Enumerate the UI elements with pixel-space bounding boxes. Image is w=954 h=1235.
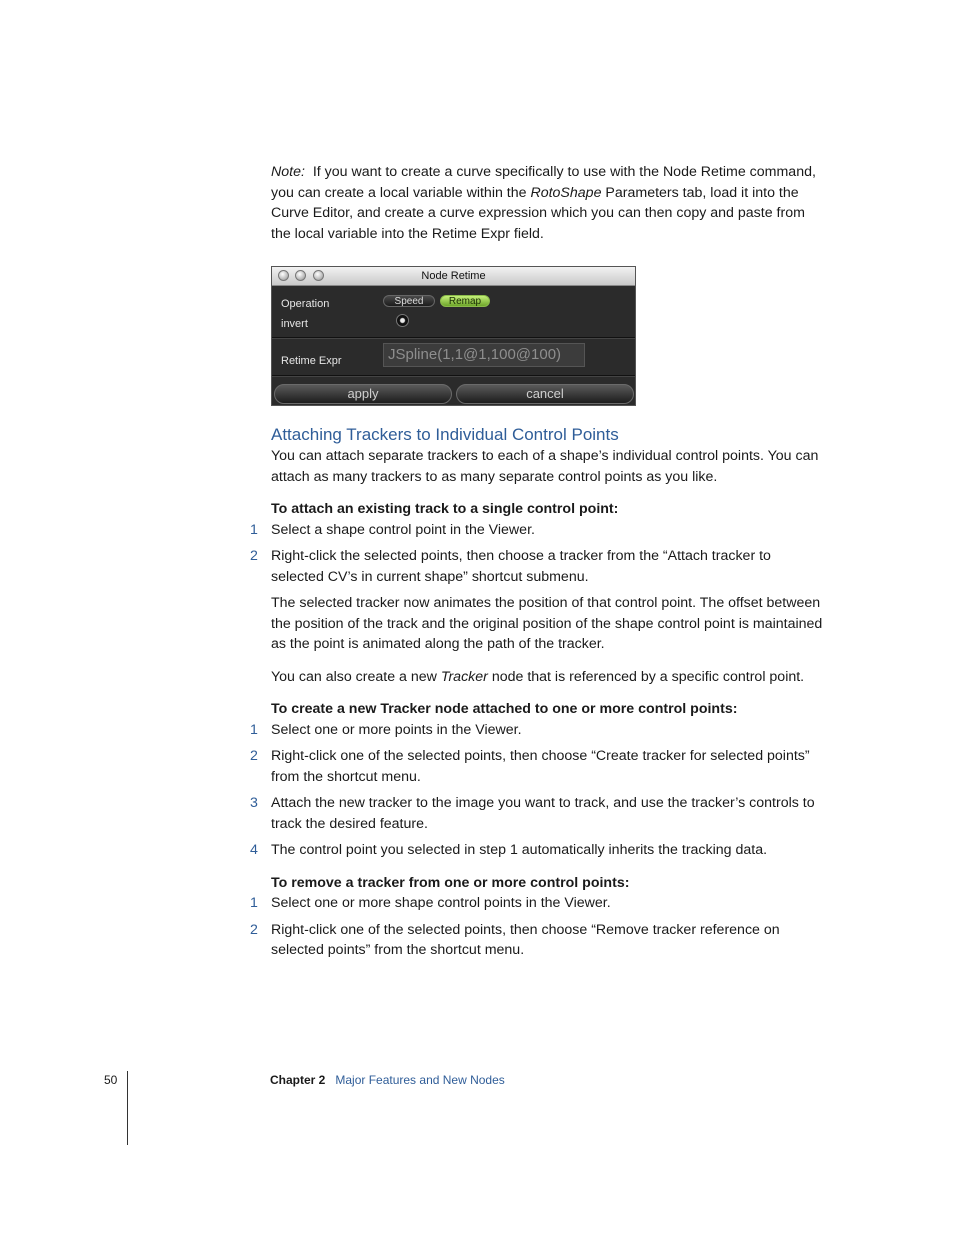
tracker-note-italic: Tracker xyxy=(440,668,488,685)
step-text: Select a shape control point in the Viewer. xyxy=(271,521,535,538)
step-text: Right-click the selected points, then choose a tracker from the “Attach tracker to selected CV’s in current shape” shortcut submenu. xyxy=(271,548,771,585)
section-heading: Attaching Trackers to Individual Control Points xyxy=(271,425,619,444)
step-text: Right-click one of the selected points, then choose “Create tracker for selected points” from the shortcut menu. xyxy=(271,748,810,785)
note-paragraph xyxy=(271,162,827,244)
section-intro: You can attach separate trackers to each of a shape’s individual control points. You can attach as many trackers to as many separate control points as you like. xyxy=(271,448,819,485)
step-text: Select one or more points in the Viewer. xyxy=(271,721,522,738)
note-lead: Note: xyxy=(271,164,305,180)
speed-button[interactable]: Speed xyxy=(383,295,435,307)
task-2-step xyxy=(250,746,827,787)
note-text-1: If you want to create a curve specifically to use with the Node Retime command, you can create a local variable within the xyxy=(271,164,816,201)
step-number: 2 xyxy=(250,921,258,938)
task-3-step xyxy=(250,920,827,961)
tracker-note-paragraph xyxy=(271,667,827,688)
page-footer xyxy=(270,1071,505,1089)
step-number: 1 xyxy=(250,895,258,911)
dialog-title: Node Retime xyxy=(421,270,486,282)
retime-expr-field[interactable]: JSpline(1,1@1,100@100) xyxy=(383,343,585,367)
invert-toggle[interactable] xyxy=(396,314,409,327)
step-number: 1 xyxy=(250,721,258,738)
cancel-button[interactable]: cancel xyxy=(456,384,634,404)
task-2-title: To create a new Tracker node attached to one or more control points: xyxy=(271,701,738,717)
task-1-step xyxy=(250,520,827,541)
footer-chapter-title: Major Features and New Nodes xyxy=(335,1073,505,1087)
operation-section xyxy=(272,286,635,338)
note-text-2: Parameters tab, load it into the Curve Editor, and create a curve expression which you can then copy and paste from the local variable into the Retime Expr field. xyxy=(271,184,805,242)
retime-expr-label: Retime Expr xyxy=(281,355,342,367)
operation-label: Operation xyxy=(281,298,330,310)
step-number: 3 xyxy=(250,795,258,811)
step-number: 1 xyxy=(250,521,258,538)
task-2-step xyxy=(250,720,827,741)
step-text: Right-click one of the selected points, then choose “Remove tracker reference on selected points” from the shortcut menu. xyxy=(271,921,780,958)
task-2-step xyxy=(250,840,827,861)
step-text: Attach the new tracker to the image you want to track, and use the tracker’s controls to track the desired feature. xyxy=(271,795,815,832)
step-number: 2 xyxy=(250,748,258,764)
step-number: 4 xyxy=(250,842,258,858)
tracker-note-text-2: node that is referenced by a specific control point. xyxy=(487,668,805,685)
note-italic: RotoShape xyxy=(530,184,602,201)
retime-expr-section xyxy=(272,339,635,376)
task-2-step xyxy=(250,793,827,834)
task-1-title: To attach an existing track to a single control point: xyxy=(271,501,619,517)
step-number: 2 xyxy=(250,548,258,564)
footer-divider xyxy=(127,1071,128,1145)
step-text: Select one or more shape control points in the Viewer. xyxy=(271,895,611,911)
footer-chapter: Chapter 2 xyxy=(270,1073,326,1087)
step-text: The control point you selected in step 1 automatically inherits the tracking data. xyxy=(271,842,768,858)
page-content xyxy=(250,162,827,961)
task-1-result: The selected tracker now animates the position of that control point. The offset between the position of the track and the original position of the shape control point is maintained as the point is animated along the path of the tracker. xyxy=(271,595,823,652)
tracker-note-text-1: You can also create a new xyxy=(271,668,441,685)
node-retime-dialog xyxy=(271,266,636,406)
page-number: 50 xyxy=(104,1073,118,1087)
task-3-step xyxy=(250,893,827,914)
remap-button[interactable]: Remap xyxy=(440,295,490,307)
apply-button[interactable]: apply xyxy=(274,384,452,404)
invert-label: invert xyxy=(281,318,308,330)
task-1-step xyxy=(250,546,827,587)
dialog-titlebar xyxy=(272,267,635,286)
task-3-title: To remove a tracker from one or more control points: xyxy=(271,874,630,891)
